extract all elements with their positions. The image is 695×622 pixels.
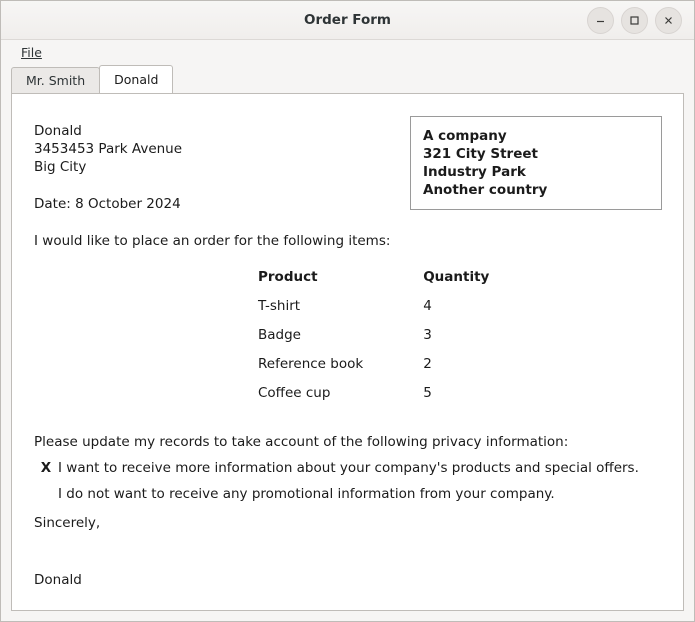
tabbar xyxy=(1,65,694,93)
sender-street: 3453453 Park Avenue xyxy=(34,141,183,157)
cell-product: Badge xyxy=(258,327,301,343)
privacy-option-decline[interactable] xyxy=(34,486,661,502)
sender-name: Donald xyxy=(34,123,82,139)
column-header-product: Product xyxy=(258,269,318,285)
table-row xyxy=(258,356,489,385)
signature-line: Donald xyxy=(34,572,82,588)
date-line: Date: 8 October 2024 xyxy=(34,196,181,212)
cell-quantity: 2 xyxy=(423,356,432,372)
company-line-3: Industry Park xyxy=(423,164,526,180)
order-document xyxy=(12,94,683,598)
menubar xyxy=(1,40,694,65)
order-items-table xyxy=(258,269,489,414)
tab-content-panel xyxy=(11,93,684,611)
company-line-2: 321 City Street xyxy=(423,146,538,162)
privacy-intro-line: Please update my records to take account of the following privacy information: xyxy=(34,434,569,450)
tab-mr-smith[interactable] xyxy=(11,67,100,93)
table-row xyxy=(258,327,489,356)
order-intro-line: I would like to place an order for the following items: xyxy=(34,233,391,249)
cell-product: Reference book xyxy=(258,356,364,372)
minimize-icon[interactable] xyxy=(587,7,614,34)
table-row xyxy=(258,385,489,414)
cell-quantity: 4 xyxy=(423,298,432,314)
titlebar xyxy=(1,1,694,40)
maximize-icon[interactable] xyxy=(621,7,648,34)
company-line-1: A company xyxy=(423,128,507,144)
tab-donald[interactable] xyxy=(99,65,173,93)
cell-product: Coffee cup xyxy=(258,385,331,401)
cell-quantity: 3 xyxy=(423,327,432,343)
closing-line: Sincerely, xyxy=(34,515,101,531)
column-header-quantity: Quantity xyxy=(423,269,490,285)
tab-mr-smith-label: Mr. Smith xyxy=(26,73,86,88)
menu-item-file[interactable] xyxy=(17,43,46,62)
privacy-option-decline-label: I do not want to receive any promotional information from your company. xyxy=(58,486,555,502)
checkbox-mark-icon: X xyxy=(40,460,52,476)
window-title: Order Form xyxy=(304,12,391,28)
company-address-box xyxy=(410,116,662,210)
sender-city: Big City xyxy=(34,159,87,175)
cell-quantity: 5 xyxy=(423,385,432,401)
cell-product: T-shirt xyxy=(258,298,301,314)
company-line-4: Another country xyxy=(423,182,548,198)
table-header-row xyxy=(258,269,489,298)
window-controls xyxy=(587,7,694,34)
tab-donald-label: Donald xyxy=(114,72,159,87)
privacy-option-accept-label: I want to receive more information about your company's products and special offers. xyxy=(58,460,639,476)
menu-item-file-label: File xyxy=(21,45,42,60)
close-icon[interactable] xyxy=(655,7,682,34)
privacy-option-accept[interactable] xyxy=(34,460,661,476)
table-row xyxy=(258,298,489,327)
